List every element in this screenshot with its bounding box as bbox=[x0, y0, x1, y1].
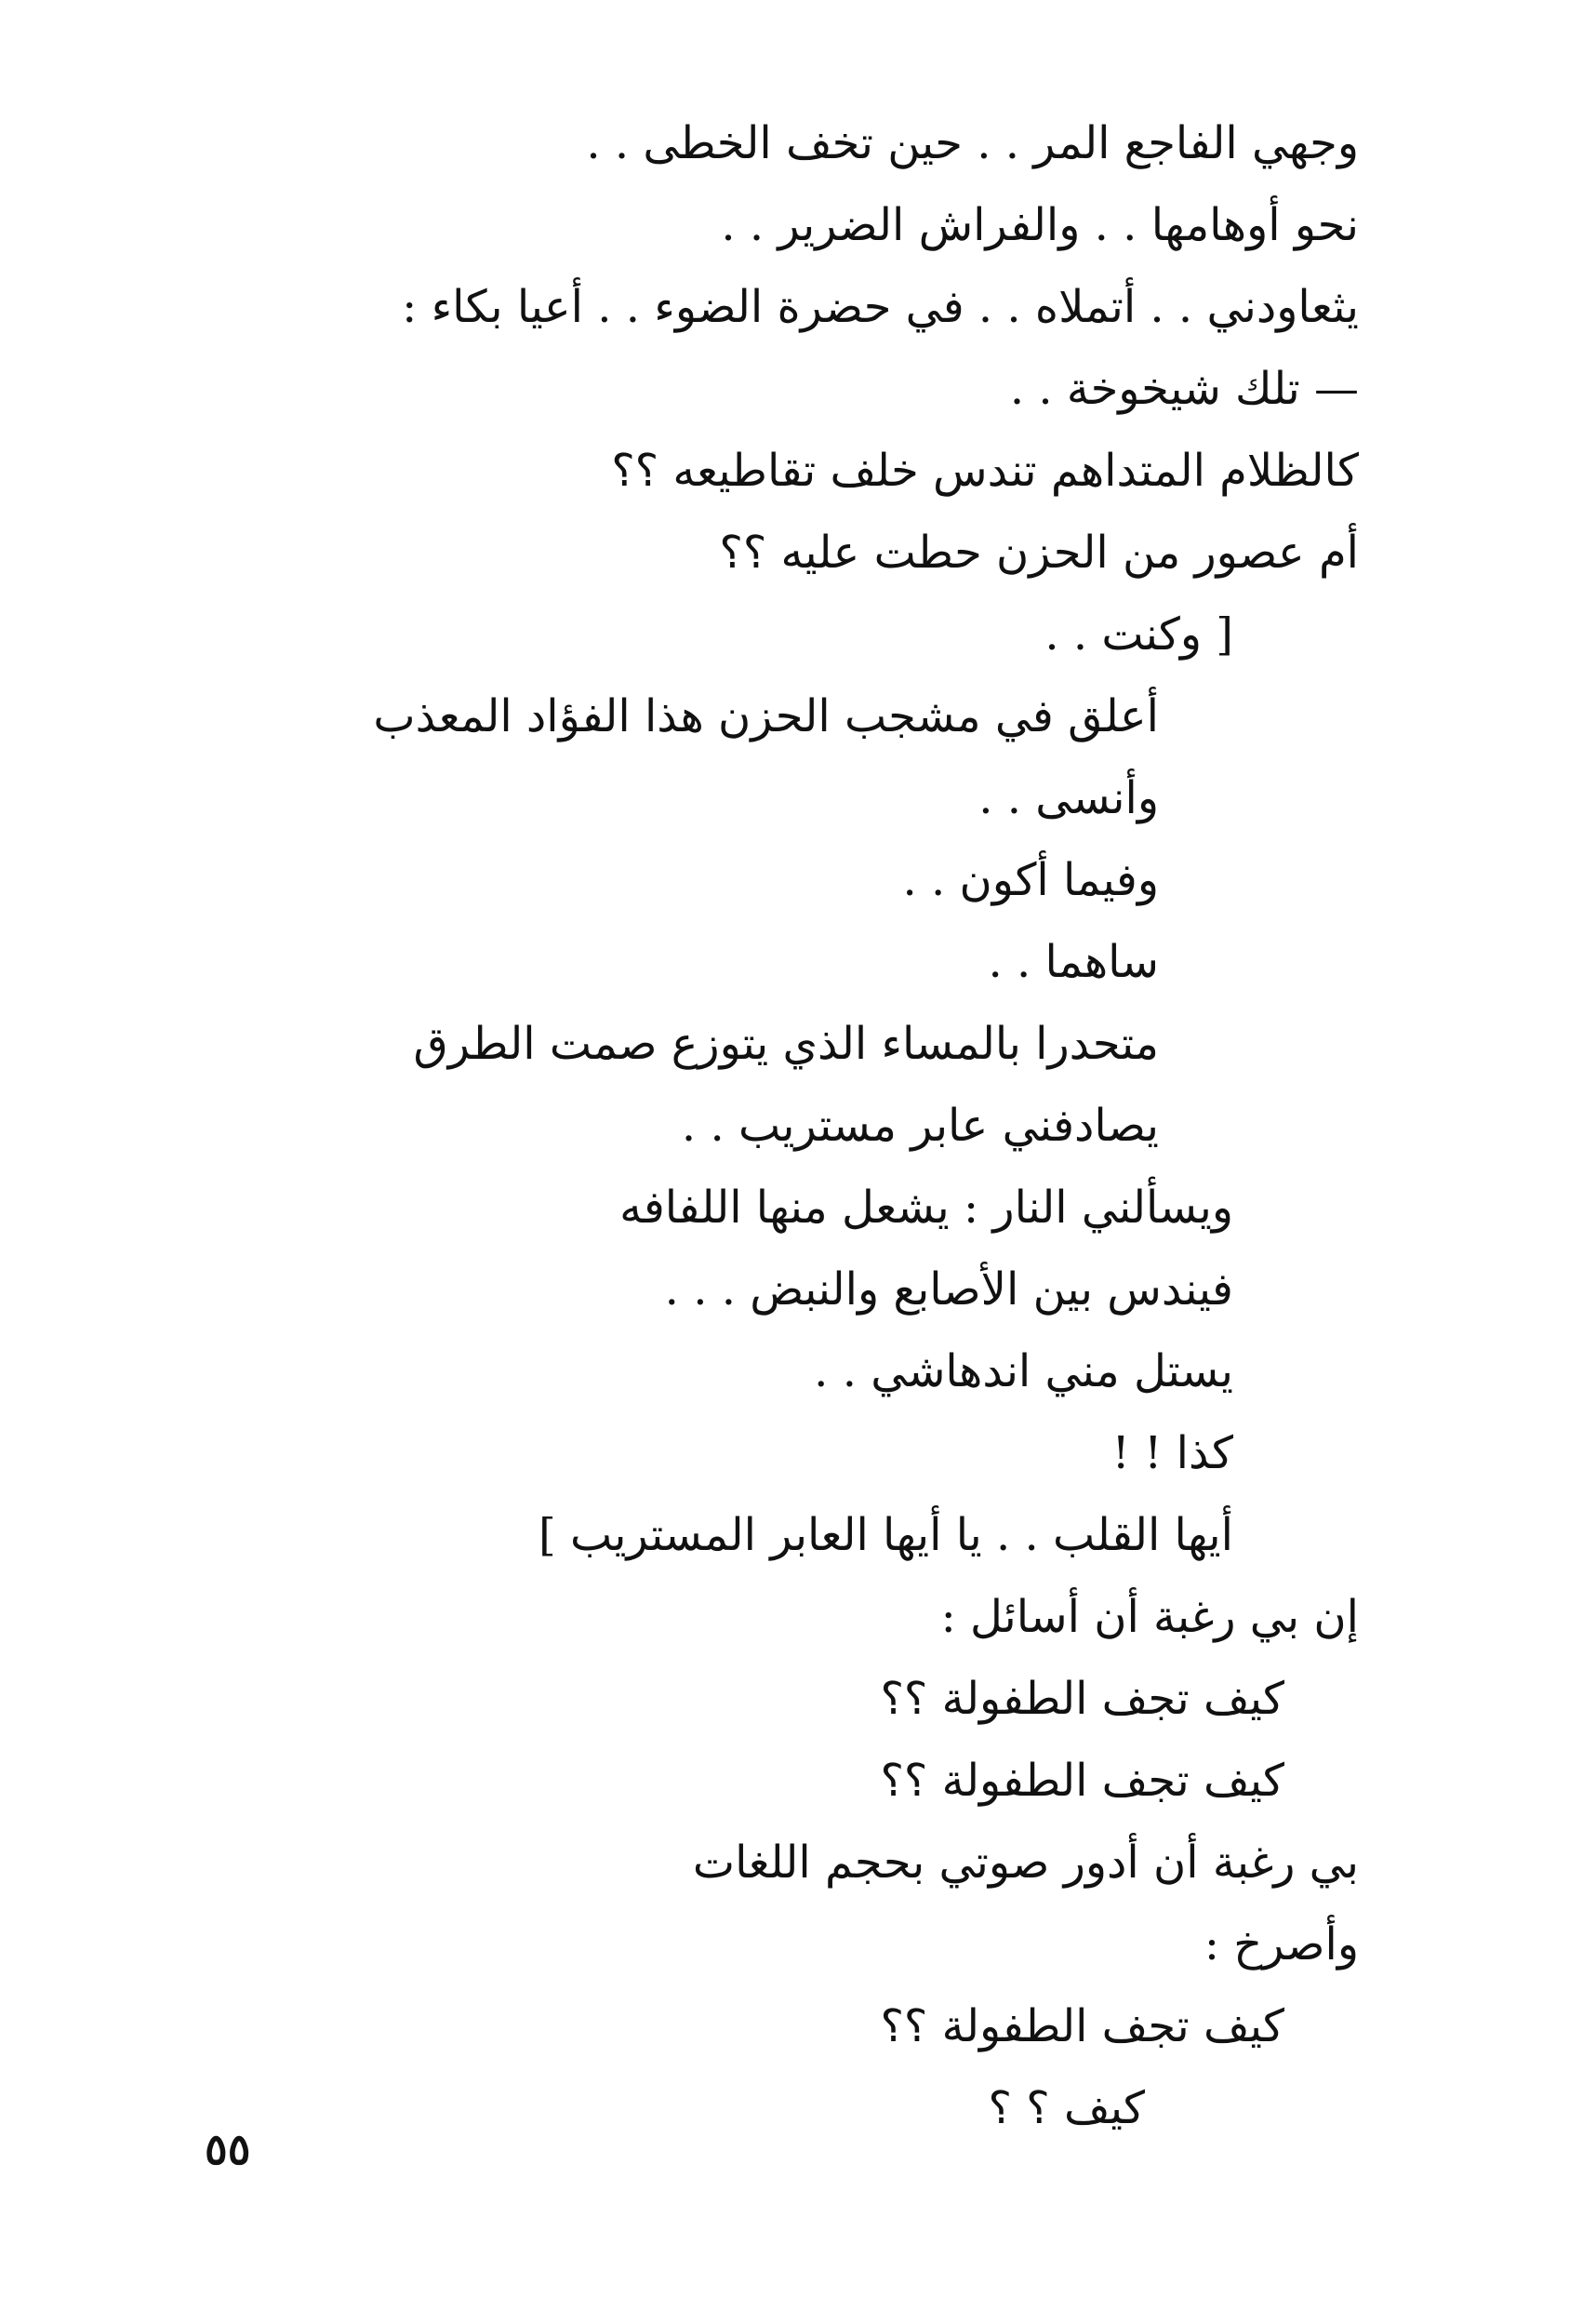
poem-line-21: كيف تجف الطفولة ؟؟ bbox=[880, 1755, 1284, 1807]
poem-line-6: أم عصور من الحزن حطت عليه ؟؟ bbox=[719, 527, 1359, 579]
poem-line-18: أيها القلب . . يا أيها العابر المستريب ] bbox=[538, 1509, 1233, 1561]
page-number: ٥٥ bbox=[205, 2124, 251, 2174]
poem-line-14: ويسألني النار : يشعل منها اللفافه bbox=[619, 1182, 1233, 1234]
poem-line-17: كذا ! ! bbox=[1111, 1427, 1233, 1479]
poem-line-25: كيف ؟ ؟ bbox=[988, 2082, 1145, 2134]
poem-line-1: وجهي الفاجع المر . . حين تخف الخطى . . bbox=[586, 117, 1359, 169]
poem-line-7: [ وكنت . . bbox=[1044, 608, 1233, 661]
poem-line-15: فيندس بين الأصابع والنبض . . . bbox=[664, 1263, 1233, 1316]
poem-line-19: إن بي رغبة أن أسائل : bbox=[940, 1591, 1359, 1643]
poem-line-22: بي رغبة أن أدور صوتي بحجم اللغات bbox=[692, 1837, 1359, 1889]
poem-line-3: يثعاودني . . أتملاه . . في حضرة الضوء . . أعيا بكاء : bbox=[402, 281, 1359, 333]
poem-line-16: يستل مني اندهاشي . . bbox=[814, 1345, 1233, 1397]
poem-line-20: كيف تجف الطفولة ؟؟ bbox=[880, 1673, 1284, 1725]
poem-line-11: ساهما . . bbox=[988, 936, 1159, 988]
poem-line-24: كيف تجف الطفولة ؟؟ bbox=[880, 2000, 1284, 2052]
poem-line-4: — تلك شيخوخة . . bbox=[1009, 363, 1359, 415]
poem-line-13: يصادفني عابر مستريب . . bbox=[681, 1100, 1159, 1152]
poem-line-9: وأنسى . . bbox=[978, 772, 1159, 824]
poem-line-8: أعلق في مشجب الحزن هذا الفؤاد المعذب bbox=[373, 690, 1159, 742]
poem-line-12: متحدرا بالمساء الذي يتوزع صمت الطرق bbox=[413, 1018, 1159, 1070]
poem-line-5: كالظلام المتداهم تندس خلف تقاطيعه ؟؟ bbox=[611, 445, 1359, 497]
poem-line-10: وفيما أكون . . bbox=[902, 854, 1159, 906]
poem-line-2: نحو أوهامها . . والفراش الضرير . . bbox=[721, 199, 1359, 251]
poem-line-23: وأصرخ : bbox=[1204, 1918, 1359, 1970]
